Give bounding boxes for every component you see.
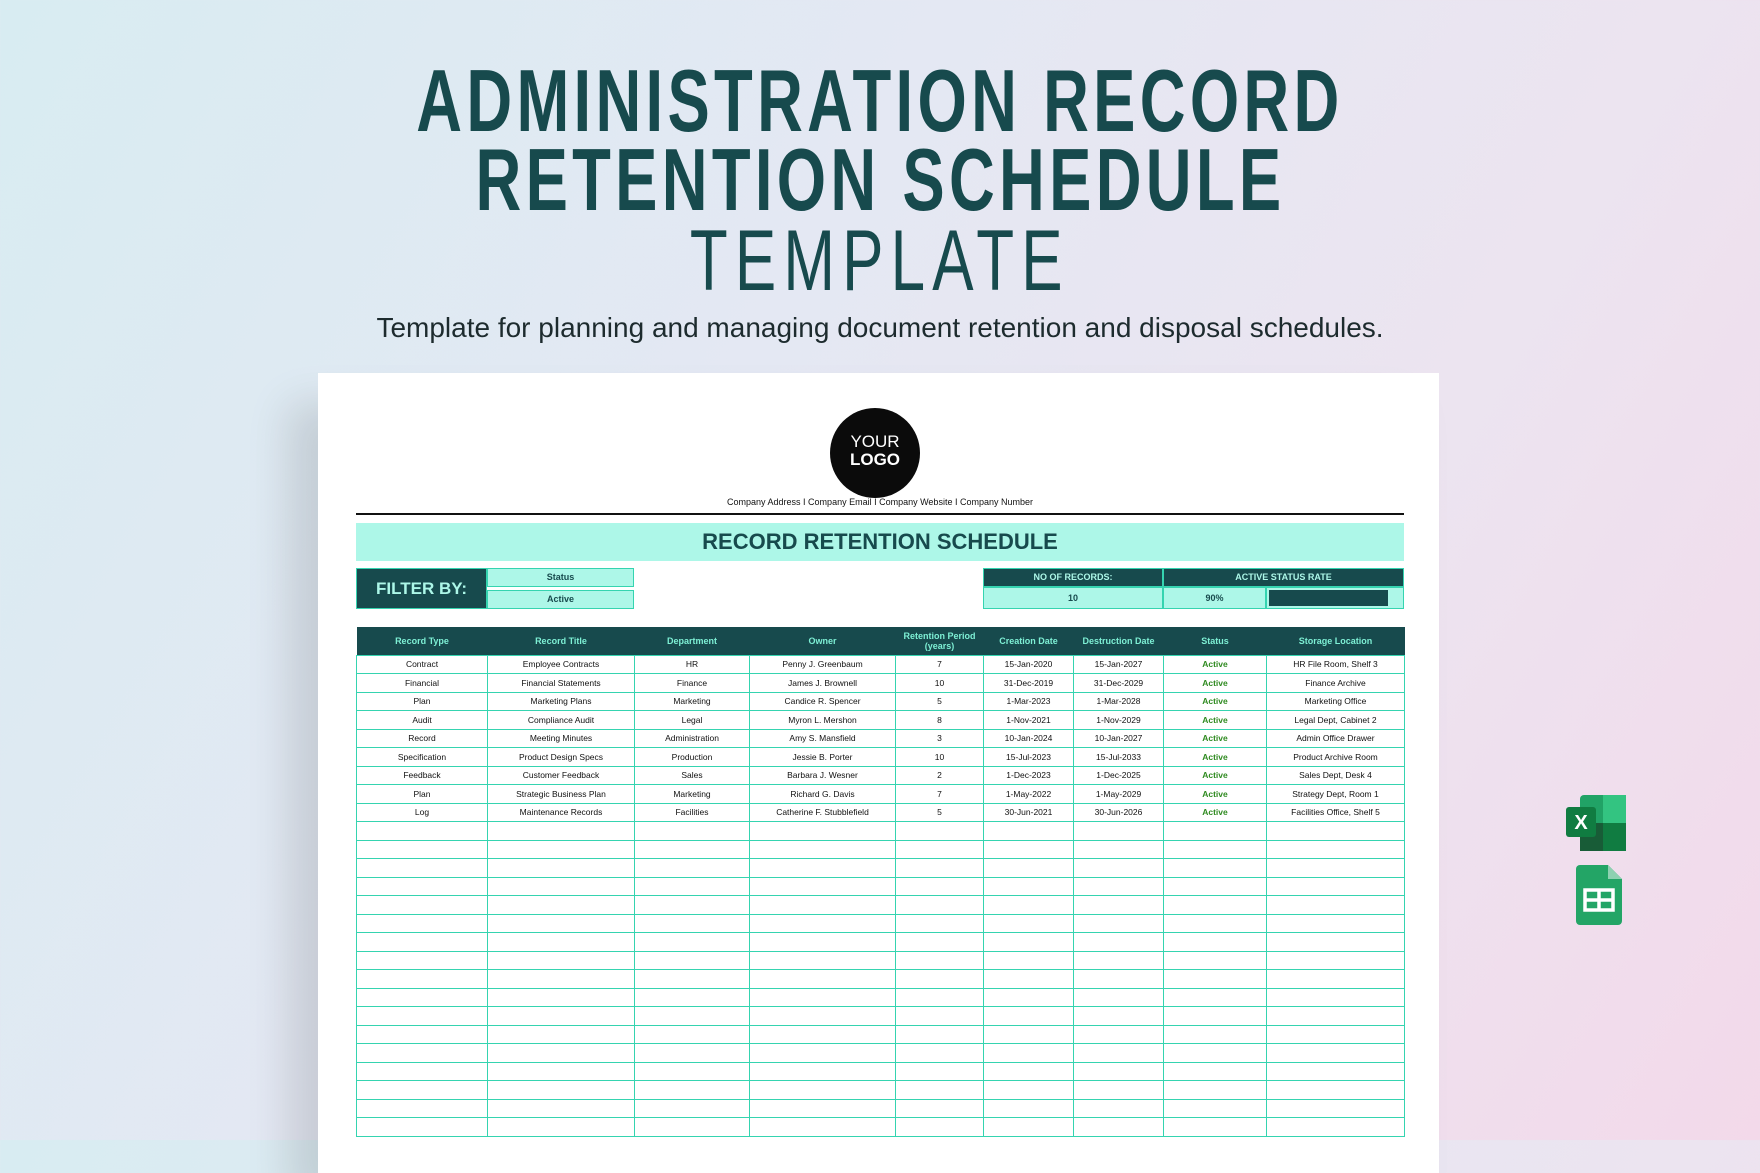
table-cell[interactable]: 8 (896, 711, 984, 730)
table-cell[interactable]: 1-Dec-2025 (1074, 766, 1164, 785)
empty-cell[interactable] (1267, 1062, 1405, 1081)
empty-cell[interactable] (984, 896, 1074, 915)
table-cell[interactable]: 31-Dec-2019 (984, 674, 1074, 693)
empty-cell[interactable] (635, 1044, 750, 1063)
empty-cell[interactable] (896, 877, 984, 896)
empty-cell[interactable] (357, 896, 488, 915)
excel-icon (1566, 795, 1626, 851)
empty-row (357, 1062, 1405, 1081)
empty-row (357, 914, 1405, 933)
empty-cell[interactable] (635, 988, 750, 1007)
empty-cell[interactable] (1164, 970, 1267, 989)
empty-row (357, 951, 1405, 970)
status-cell[interactable]: Active (1164, 785, 1267, 804)
empty-cell[interactable] (635, 951, 750, 970)
table-cell[interactable]: Amy S. Mansfield (750, 729, 896, 748)
table-cell[interactable]: Record (357, 729, 488, 748)
table-row (357, 711, 1405, 730)
table-cell[interactable]: Financial (357, 674, 488, 693)
table-cell[interactable]: Facilities (635, 803, 750, 822)
empty-row (357, 1099, 1405, 1118)
empty-cell[interactable] (488, 822, 635, 841)
table-cell[interactable]: Jessie B. Porter (750, 748, 896, 767)
table-row (357, 748, 1405, 767)
empty-cell[interactable] (1164, 822, 1267, 841)
empty-cell[interactable] (1267, 1099, 1405, 1118)
empty-cell[interactable] (984, 877, 1074, 896)
empty-cell[interactable] (1074, 840, 1164, 859)
empty-cell[interactable] (1267, 914, 1405, 933)
empty-cell[interactable] (750, 1081, 896, 1100)
column-header: Retention Period (years) (896, 627, 984, 655)
empty-cell[interactable] (357, 877, 488, 896)
status-cell[interactable]: Active (1164, 674, 1267, 693)
empty-row (357, 859, 1405, 878)
table-cell[interactable]: 1-Mar-2028 (1074, 692, 1164, 711)
empty-cell[interactable] (488, 970, 635, 989)
empty-cell[interactable] (1267, 933, 1405, 952)
empty-row (357, 1044, 1405, 1063)
table-cell[interactable]: Legal (635, 711, 750, 730)
empty-cell[interactable] (1267, 840, 1405, 859)
page-title-line-1: ADMINISTRATION RECORD (416, 51, 1344, 150)
empty-cell[interactable] (1074, 896, 1164, 915)
empty-cell[interactable] (635, 896, 750, 915)
empty-cell[interactable] (1267, 1044, 1405, 1063)
table-cell[interactable]: Compliance Audit (488, 711, 635, 730)
empty-cell[interactable] (1164, 1044, 1267, 1063)
empty-cell[interactable] (488, 1007, 635, 1026)
empty-cell[interactable] (1267, 1025, 1405, 1044)
empty-cell[interactable] (896, 859, 984, 878)
table-cell[interactable]: HR File Room, Shelf 3 (1267, 655, 1405, 674)
empty-cell[interactable] (1164, 896, 1267, 915)
logo: YOUR LOGO (830, 408, 920, 498)
table-row (357, 729, 1405, 748)
subtitle: Template for planning and managing document retention and disposal schedules. (376, 312, 1384, 343)
column-header: Owner (750, 627, 896, 655)
active-rate-value: 90% (1163, 587, 1266, 609)
table-cell[interactable]: Financial Statements (488, 674, 635, 693)
empty-cell[interactable] (357, 1044, 488, 1063)
table-cell[interactable]: 10-Jan-2027 (1074, 729, 1164, 748)
table-cell[interactable]: 10-Jan-2024 (984, 729, 1074, 748)
empty-cell[interactable] (357, 951, 488, 970)
table-cell[interactable]: Richard G. Davis (750, 785, 896, 804)
table-cell[interactable]: HR (635, 655, 750, 674)
status-cell[interactable]: Active (1164, 655, 1267, 674)
table-cell[interactable]: Plan (357, 785, 488, 804)
status-cell[interactable]: Active (1164, 729, 1267, 748)
table-cell[interactable]: 15-Jan-2027 (1074, 655, 1164, 674)
empty-cell[interactable] (984, 1081, 1074, 1100)
empty-cell[interactable] (984, 1062, 1074, 1081)
table-cell[interactable]: Meeting Minutes (488, 729, 635, 748)
table-cell[interactable]: Maintenance Records (488, 803, 635, 822)
empty-cell[interactable] (750, 859, 896, 878)
empty-cell[interactable] (488, 840, 635, 859)
empty-cell[interactable] (896, 914, 984, 933)
empty-row (357, 1025, 1405, 1044)
table-cell[interactable]: 7 (896, 785, 984, 804)
empty-cell[interactable] (750, 822, 896, 841)
empty-row (357, 988, 1405, 1007)
empty-cell[interactable] (635, 822, 750, 841)
empty-cell[interactable] (896, 970, 984, 989)
active-rate-bar (1266, 587, 1404, 609)
empty-cell[interactable] (1074, 951, 1164, 970)
empty-cell[interactable] (750, 951, 896, 970)
empty-cell[interactable] (488, 1118, 635, 1137)
table-cell[interactable]: Sales (635, 766, 750, 785)
empty-cell[interactable] (896, 822, 984, 841)
page-title-line-3: TEMPLATE (690, 213, 1070, 309)
empty-cell[interactable] (1164, 988, 1267, 1007)
divider (356, 513, 1404, 515)
column-header: Department (635, 627, 750, 655)
table-cell[interactable]: Myron L. Mershon (750, 711, 896, 730)
empty-cell[interactable] (1267, 988, 1405, 1007)
empty-cell[interactable] (1267, 1081, 1405, 1100)
column-header: Storage Location (1267, 627, 1405, 655)
table-cell[interactable]: Marketing (635, 785, 750, 804)
table-cell[interactable]: Product Archive Room (1267, 748, 1405, 767)
empty-row (357, 933, 1405, 952)
empty-cell[interactable] (1074, 1007, 1164, 1026)
empty-cell[interactable] (357, 1118, 488, 1137)
empty-cell[interactable] (750, 877, 896, 896)
empty-cell[interactable] (1164, 1118, 1267, 1137)
empty-cell[interactable] (635, 840, 750, 859)
filter-field: Status (487, 568, 634, 587)
table-cell[interactable]: Admin Office Drawer (1267, 729, 1405, 748)
records-count-label: NO OF RECORDS: (983, 568, 1163, 587)
page-title-line-2: RETENTION SCHEDULE (475, 130, 1285, 229)
empty-cell[interactable] (488, 988, 635, 1007)
empty-cell[interactable] (1074, 914, 1164, 933)
table-row (357, 674, 1405, 693)
empty-cell[interactable] (1267, 877, 1405, 896)
empty-row (357, 1118, 1405, 1137)
empty-cell[interactable] (488, 877, 635, 896)
table-cell[interactable]: Employee Contracts (488, 655, 635, 674)
empty-cell[interactable] (1074, 877, 1164, 896)
empty-row (357, 822, 1405, 841)
empty-cell[interactable] (1267, 859, 1405, 878)
table-cell[interactable]: 1-May-2029 (1074, 785, 1164, 804)
empty-cell[interactable] (750, 1025, 896, 1044)
table-cell[interactable]: Marketing Office (1267, 692, 1405, 711)
column-header: Record Title (488, 627, 635, 655)
table-cell[interactable]: Barbara J. Wesner (750, 766, 896, 785)
status-cell[interactable]: Active (1164, 711, 1267, 730)
empty-cell[interactable] (635, 914, 750, 933)
empty-cell[interactable] (1074, 1062, 1164, 1081)
column-header: Destruction Date (1074, 627, 1164, 655)
table-cell[interactable]: Catherine F. Stubblefield (750, 803, 896, 822)
empty-cell[interactable] (1164, 859, 1267, 878)
empty-cell[interactable] (896, 988, 984, 1007)
column-header: Status (1164, 627, 1267, 655)
empty-cell[interactable] (750, 840, 896, 859)
empty-row (357, 1007, 1405, 1026)
empty-cell[interactable] (488, 1062, 635, 1081)
empty-cell[interactable] (357, 1007, 488, 1026)
empty-cell[interactable] (984, 1007, 1074, 1026)
empty-row (357, 840, 1405, 859)
active-rate-label: ACTIVE STATUS RATE (1163, 568, 1404, 587)
empty-cell[interactable] (357, 970, 488, 989)
records-count-value: 10 (983, 587, 1163, 609)
table-cell[interactable]: 1-Mar-2023 (984, 692, 1074, 711)
table-cell[interactable]: 10 (896, 748, 984, 767)
empty-cell[interactable] (1074, 1044, 1164, 1063)
empty-cell[interactable] (488, 896, 635, 915)
table-cell[interactable]: 5 (896, 692, 984, 711)
empty-cell[interactable] (896, 1118, 984, 1137)
empty-cell[interactable] (896, 951, 984, 970)
empty-cell[interactable] (896, 1007, 984, 1026)
table-cell[interactable]: Contract (357, 655, 488, 674)
table-cell[interactable]: Marketing (635, 692, 750, 711)
empty-cell[interactable] (488, 951, 635, 970)
empty-cell[interactable] (896, 1099, 984, 1118)
table-cell[interactable]: Plan (357, 692, 488, 711)
records-table (356, 627, 1405, 1137)
empty-row (357, 896, 1405, 915)
empty-cell[interactable] (1074, 1118, 1164, 1137)
sheet-title-banner: RECORD RETENTION SCHEDULE (356, 523, 1404, 561)
status-cell[interactable]: Active (1164, 748, 1267, 767)
table-row (357, 803, 1405, 822)
empty-cell[interactable] (750, 1062, 896, 1081)
empty-cell[interactable] (1164, 1099, 1267, 1118)
empty-cell[interactable] (488, 859, 635, 878)
table-cell[interactable]: Customer Feedback (488, 766, 635, 785)
table-cell[interactable]: Production (635, 748, 750, 767)
empty-cell[interactable] (635, 877, 750, 896)
empty-cell[interactable] (896, 1044, 984, 1063)
table-cell[interactable]: 1-Nov-2021 (984, 711, 1074, 730)
empty-cell[interactable] (896, 896, 984, 915)
empty-cell[interactable] (750, 1007, 896, 1026)
empty-cell[interactable] (635, 1025, 750, 1044)
empty-cell[interactable] (896, 1062, 984, 1081)
active-rate-fill (1269, 590, 1388, 606)
empty-cell[interactable] (984, 1099, 1074, 1118)
table-cell[interactable]: 15-Jan-2020 (984, 655, 1074, 674)
empty-cell[interactable] (488, 1099, 635, 1118)
empty-row (357, 877, 1405, 896)
empty-cell[interactable] (750, 896, 896, 915)
empty-cell[interactable] (750, 1044, 896, 1063)
filter-label: FILTER BY: (356, 568, 487, 609)
empty-cell[interactable] (357, 1025, 488, 1044)
empty-cell[interactable] (750, 1099, 896, 1118)
empty-cell[interactable] (1074, 1025, 1164, 1044)
empty-cell[interactable] (357, 859, 488, 878)
table-cell[interactable]: 10 (896, 674, 984, 693)
empty-cell[interactable] (635, 1007, 750, 1026)
table-cell[interactable]: 2 (896, 766, 984, 785)
empty-cell[interactable] (984, 859, 1074, 878)
table-cell[interactable]: 1-Dec-2023 (984, 766, 1074, 785)
empty-cell[interactable] (1074, 1081, 1164, 1100)
table-row (357, 766, 1405, 785)
empty-cell[interactable] (1164, 914, 1267, 933)
empty-cell[interactable] (488, 1081, 635, 1100)
empty-cell[interactable] (635, 1081, 750, 1100)
empty-cell[interactable] (1074, 822, 1164, 841)
empty-row (357, 970, 1405, 989)
empty-cell[interactable] (1074, 970, 1164, 989)
table-cell[interactable]: Finance (635, 674, 750, 693)
empty-cell[interactable] (1164, 840, 1267, 859)
empty-cell[interactable] (750, 933, 896, 952)
table-cell[interactable]: 7 (896, 655, 984, 674)
empty-cell[interactable] (357, 840, 488, 859)
empty-cell[interactable] (357, 933, 488, 952)
table-cell[interactable]: 1-Nov-2029 (1074, 711, 1164, 730)
empty-cell[interactable] (357, 1081, 488, 1100)
table-cell[interactable]: Audit (357, 711, 488, 730)
table-cell[interactable]: 3 (896, 729, 984, 748)
empty-cell[interactable] (1164, 1081, 1267, 1100)
column-header: Creation Date (984, 627, 1074, 655)
empty-cell[interactable] (750, 914, 896, 933)
table-cell[interactable]: Sales Dept, Desk 4 (1267, 766, 1405, 785)
empty-cell[interactable] (1074, 933, 1164, 952)
table-cell[interactable]: Facilities Office, Shelf 5 (1267, 803, 1405, 822)
empty-cell[interactable] (1074, 859, 1164, 878)
table-cell[interactable]: Marketing Plans (488, 692, 635, 711)
empty-cell[interactable] (1267, 896, 1405, 915)
filter-value-select[interactable]: Active (487, 590, 634, 609)
empty-cell[interactable] (1164, 933, 1267, 952)
status-cell[interactable]: Active (1164, 766, 1267, 785)
empty-cell[interactable] (635, 970, 750, 989)
empty-cell[interactable] (1267, 951, 1405, 970)
empty-cell[interactable] (984, 914, 1074, 933)
empty-cell[interactable] (357, 914, 488, 933)
empty-cell[interactable] (1164, 877, 1267, 896)
empty-cell[interactable] (635, 859, 750, 878)
empty-cell[interactable] (635, 933, 750, 952)
table-cell[interactable]: 5 (896, 803, 984, 822)
empty-cell[interactable] (896, 1025, 984, 1044)
table-cell[interactable]: Candice R. Spencer (750, 692, 896, 711)
empty-cell[interactable] (1267, 822, 1405, 841)
empty-cell[interactable] (896, 840, 984, 859)
empty-cell[interactable] (896, 1081, 984, 1100)
empty-cell[interactable] (1164, 1025, 1267, 1044)
table-cell[interactable]: Specification (357, 748, 488, 767)
status-cell[interactable]: Active (1164, 803, 1267, 822)
table-cell[interactable]: Penny J. Greenbaum (750, 655, 896, 674)
company-contact-line: Company Address I Company Email I Company Website I Company Number (727, 497, 1033, 507)
empty-cell[interactable] (635, 1062, 750, 1081)
empty-cell[interactable] (896, 933, 984, 952)
empty-cell[interactable] (488, 1025, 635, 1044)
table-row (357, 785, 1405, 804)
svg-text:X: X (1574, 812, 1588, 834)
empty-cell[interactable] (357, 1062, 488, 1081)
empty-cell[interactable] (984, 840, 1074, 859)
google-sheets-icon (1576, 865, 1622, 925)
column-header: Record Type (357, 627, 488, 655)
empty-cell[interactable] (488, 1044, 635, 1063)
table-cell[interactable]: Strategy Dept, Room 1 (1267, 785, 1405, 804)
table-cell[interactable]: Legal Dept, Cabinet 2 (1267, 711, 1405, 730)
empty-cell[interactable] (984, 988, 1074, 1007)
empty-cell[interactable] (635, 1099, 750, 1118)
table-cell[interactable]: 15-Jul-2023 (984, 748, 1074, 767)
table-cell[interactable]: 15-Jul-2033 (1074, 748, 1164, 767)
empty-cell[interactable] (984, 1025, 1074, 1044)
empty-cell[interactable] (984, 951, 1074, 970)
table-cell[interactable]: Finance Archive (1267, 674, 1405, 693)
empty-cell[interactable] (635, 1118, 750, 1137)
empty-cell[interactable] (357, 1099, 488, 1118)
empty-cell[interactable] (984, 1118, 1074, 1137)
empty-cell[interactable] (488, 933, 635, 952)
empty-cell[interactable] (357, 822, 488, 841)
empty-cell[interactable] (984, 1044, 1074, 1063)
table-cell[interactable]: 30-Jun-2021 (984, 803, 1074, 822)
empty-cell[interactable] (984, 933, 1074, 952)
table-cell[interactable]: Log (357, 803, 488, 822)
empty-cell[interactable] (750, 970, 896, 989)
table-cell[interactable]: James J. Brownell (750, 674, 896, 693)
table-cell[interactable]: Feedback (357, 766, 488, 785)
status-cell[interactable]: Active (1164, 692, 1267, 711)
table-row (357, 655, 1405, 674)
empty-cell[interactable] (1074, 988, 1164, 1007)
empty-cell[interactable] (488, 914, 635, 933)
empty-cell[interactable] (1164, 1062, 1267, 1081)
empty-cell[interactable] (984, 970, 1074, 989)
empty-cell[interactable] (357, 988, 488, 1007)
empty-cell[interactable] (1074, 1099, 1164, 1118)
empty-cell[interactable] (984, 822, 1074, 841)
table-cell[interactable]: 30-Jun-2026 (1074, 803, 1164, 822)
table-cell[interactable]: 1-May-2022 (984, 785, 1074, 804)
empty-cell[interactable] (750, 988, 896, 1007)
empty-cell[interactable] (1267, 1118, 1405, 1137)
table-cell[interactable]: Administration (635, 729, 750, 748)
empty-row (357, 1081, 1405, 1100)
empty-cell[interactable] (1164, 1007, 1267, 1026)
table-cell[interactable]: Product Design Specs (488, 748, 635, 767)
empty-cell[interactable] (1267, 1007, 1405, 1026)
empty-cell[interactable] (750, 1118, 896, 1137)
table-row (357, 692, 1405, 711)
empty-cell[interactable] (1164, 951, 1267, 970)
table-cell[interactable]: Strategic Business Plan (488, 785, 635, 804)
table-cell[interactable]: 31-Dec-2029 (1074, 674, 1164, 693)
empty-cell[interactable] (1267, 970, 1405, 989)
